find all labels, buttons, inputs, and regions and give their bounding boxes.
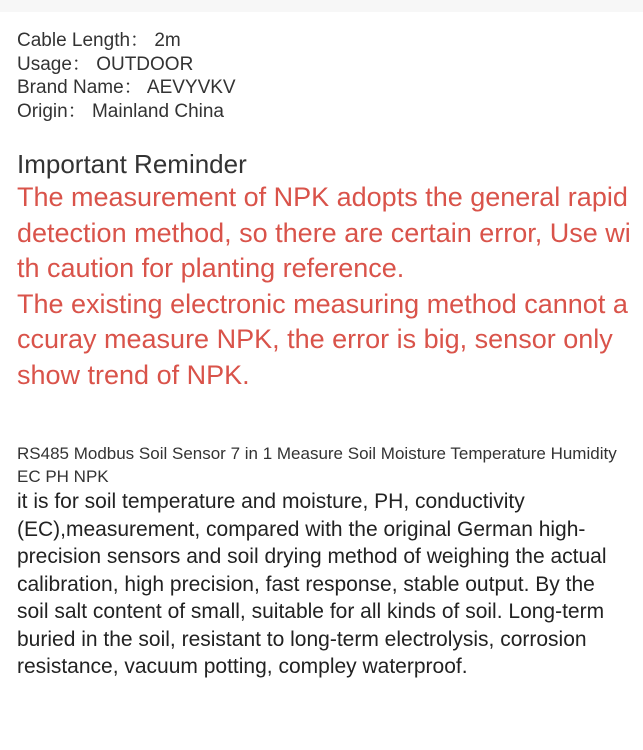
spec-list: [17, 29, 627, 123]
spec-usage: Usage： OUTDOOR: [17, 53, 194, 75]
product-title: RS485 Modbus Soil Sensor 7 in 1 Measure Soil Moisture Temperature Humidity EC PH NPK: [17, 444, 617, 486]
spec-cable-length: Cable Length： 2m: [17, 30, 181, 51]
product-description: it is for soil temperature and moisture, PH, conductivity (EC),measurement, compared with the original German high-precision sensors and soil drying method of weighing the actual calibration, high precision, fast response, stable output. By the soil salt content of small, suitable for all kinds of soil. Long-term buried in the soil, resistant to long-term electrolysis, corrosion resistance, vacuum potting, compley waterproof.: [17, 490, 607, 678]
top-divider: [0, 0, 643, 12]
reminder-warning-text: [17, 180, 632, 393]
spec-brand-name: Brand Name： AEVYVKV: [17, 77, 236, 98]
reminder-heading: Important Reminder: [17, 149, 247, 179]
reminder-paragraph-npk-method: The measurement of NPK adopts the general rapid detection method, so there are certain error, Use with caution for planting reference.: [17, 182, 631, 283]
reminder-paragraph-npk-error: The existing electronic measuring method cannot accuray measure NPK, the error is big, sensor only show trend of NPK.: [17, 288, 628, 390]
spec-origin: Origin： Mainland China: [17, 100, 224, 122]
